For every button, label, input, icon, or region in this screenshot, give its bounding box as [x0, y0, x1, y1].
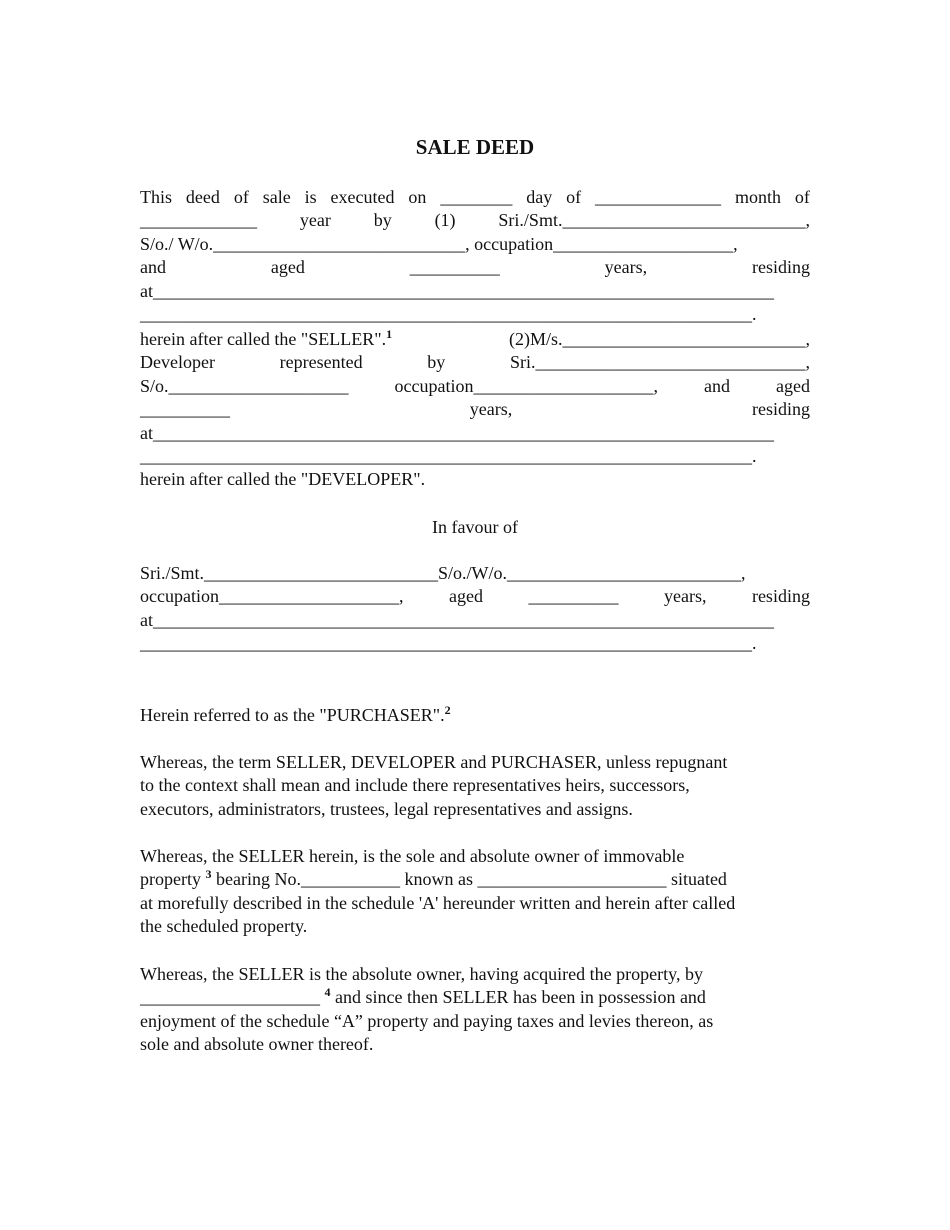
purchaser-line-2: occupation____________________, aged __________ years, residing: [140, 586, 810, 607]
seller-line-1: This deed of sale is executed on ________ day of ______________ month of: [140, 187, 810, 207]
footnote-ref-2: 2: [444, 703, 451, 717]
footnote-ref-3: 3: [205, 867, 212, 882]
developer-line-1: herein after called the "SELLER".$^1$ (2)M/s.___________________________,: [140, 327, 810, 349]
purchaser-reference: Herein referred to as the "PURCHASER".$^2$: [140, 703, 451, 725]
seller-line-4: and aged __________ years, residing: [140, 257, 810, 278]
developer-block: [140, 328, 810, 492]
footnote-ref-4: 4: [324, 985, 331, 1000]
footnote-ref-1: 1: [386, 327, 393, 341]
developer-address-line-1: at_____________________________________________________________________: [140, 422, 774, 443]
purchaser-address-line-1: at_____________________________________________________________________: [140, 609, 774, 630]
developer-line-7: herein after called the "DEVELOPER".: [140, 469, 426, 490]
purchaser-block: [140, 562, 810, 656]
seller-line-2: _____________ year by (1) Sri./Smt.___________________________,: [140, 210, 810, 231]
developer-line-4: __________ years, residing: [140, 399, 810, 420]
in-favour-of: In favour of: [432, 517, 518, 537]
seller-block: [140, 186, 810, 326]
developer-line-3: S/o.____________________ occupation____________________, and aged: [140, 375, 810, 396]
purchaser-address-line-2: ____________________________________________________________________.: [140, 633, 757, 654]
whereas-paragraph-2: Whereas, the SELLER herein, is the sole and absolute owner of immovable property $^3$ bearing No.___________ known as _____________________ situated at morefully described in the schedule 'A' hereunder written and herein after called the scheduled property.: [140, 846, 736, 937]
developer-address-line-2: ____________________________________________________________________.: [140, 445, 757, 466]
purchaser-line-1: Sri./Smt.__________________________S/o./W/o.__________________________,: [140, 563, 746, 583]
seller-address-line-1: at_____________________________________________________________________: [140, 280, 774, 301]
whereas-paragraph-3: Whereas, the SELLER is the absolute owner, having acquired the property, by ____________________ $^4$ and since then SELLER has been in possession and enjoyment of the schedule “A” property and paying taxes and levies thereon, as sole and absolute owner thereof.: [140, 964, 714, 1055]
whereas-paragraph-1: Whereas, the term SELLER, DEVELOPER and PURCHASER, unless repugnant to the context shall mean and include there representatives heirs, successors, executors, administrators, trustees, legal representatives and assigns.: [140, 752, 728, 819]
developer-line-2: Developer represented by Sri.______________________________,: [140, 352, 810, 373]
seller-line-3: S/o./ W/o.____________________________, occupation____________________,: [140, 233, 738, 254]
seller-address-line-2: ____________________________________________________________________.: [140, 303, 757, 324]
document-title: SALE DEED: [415, 135, 535, 159]
